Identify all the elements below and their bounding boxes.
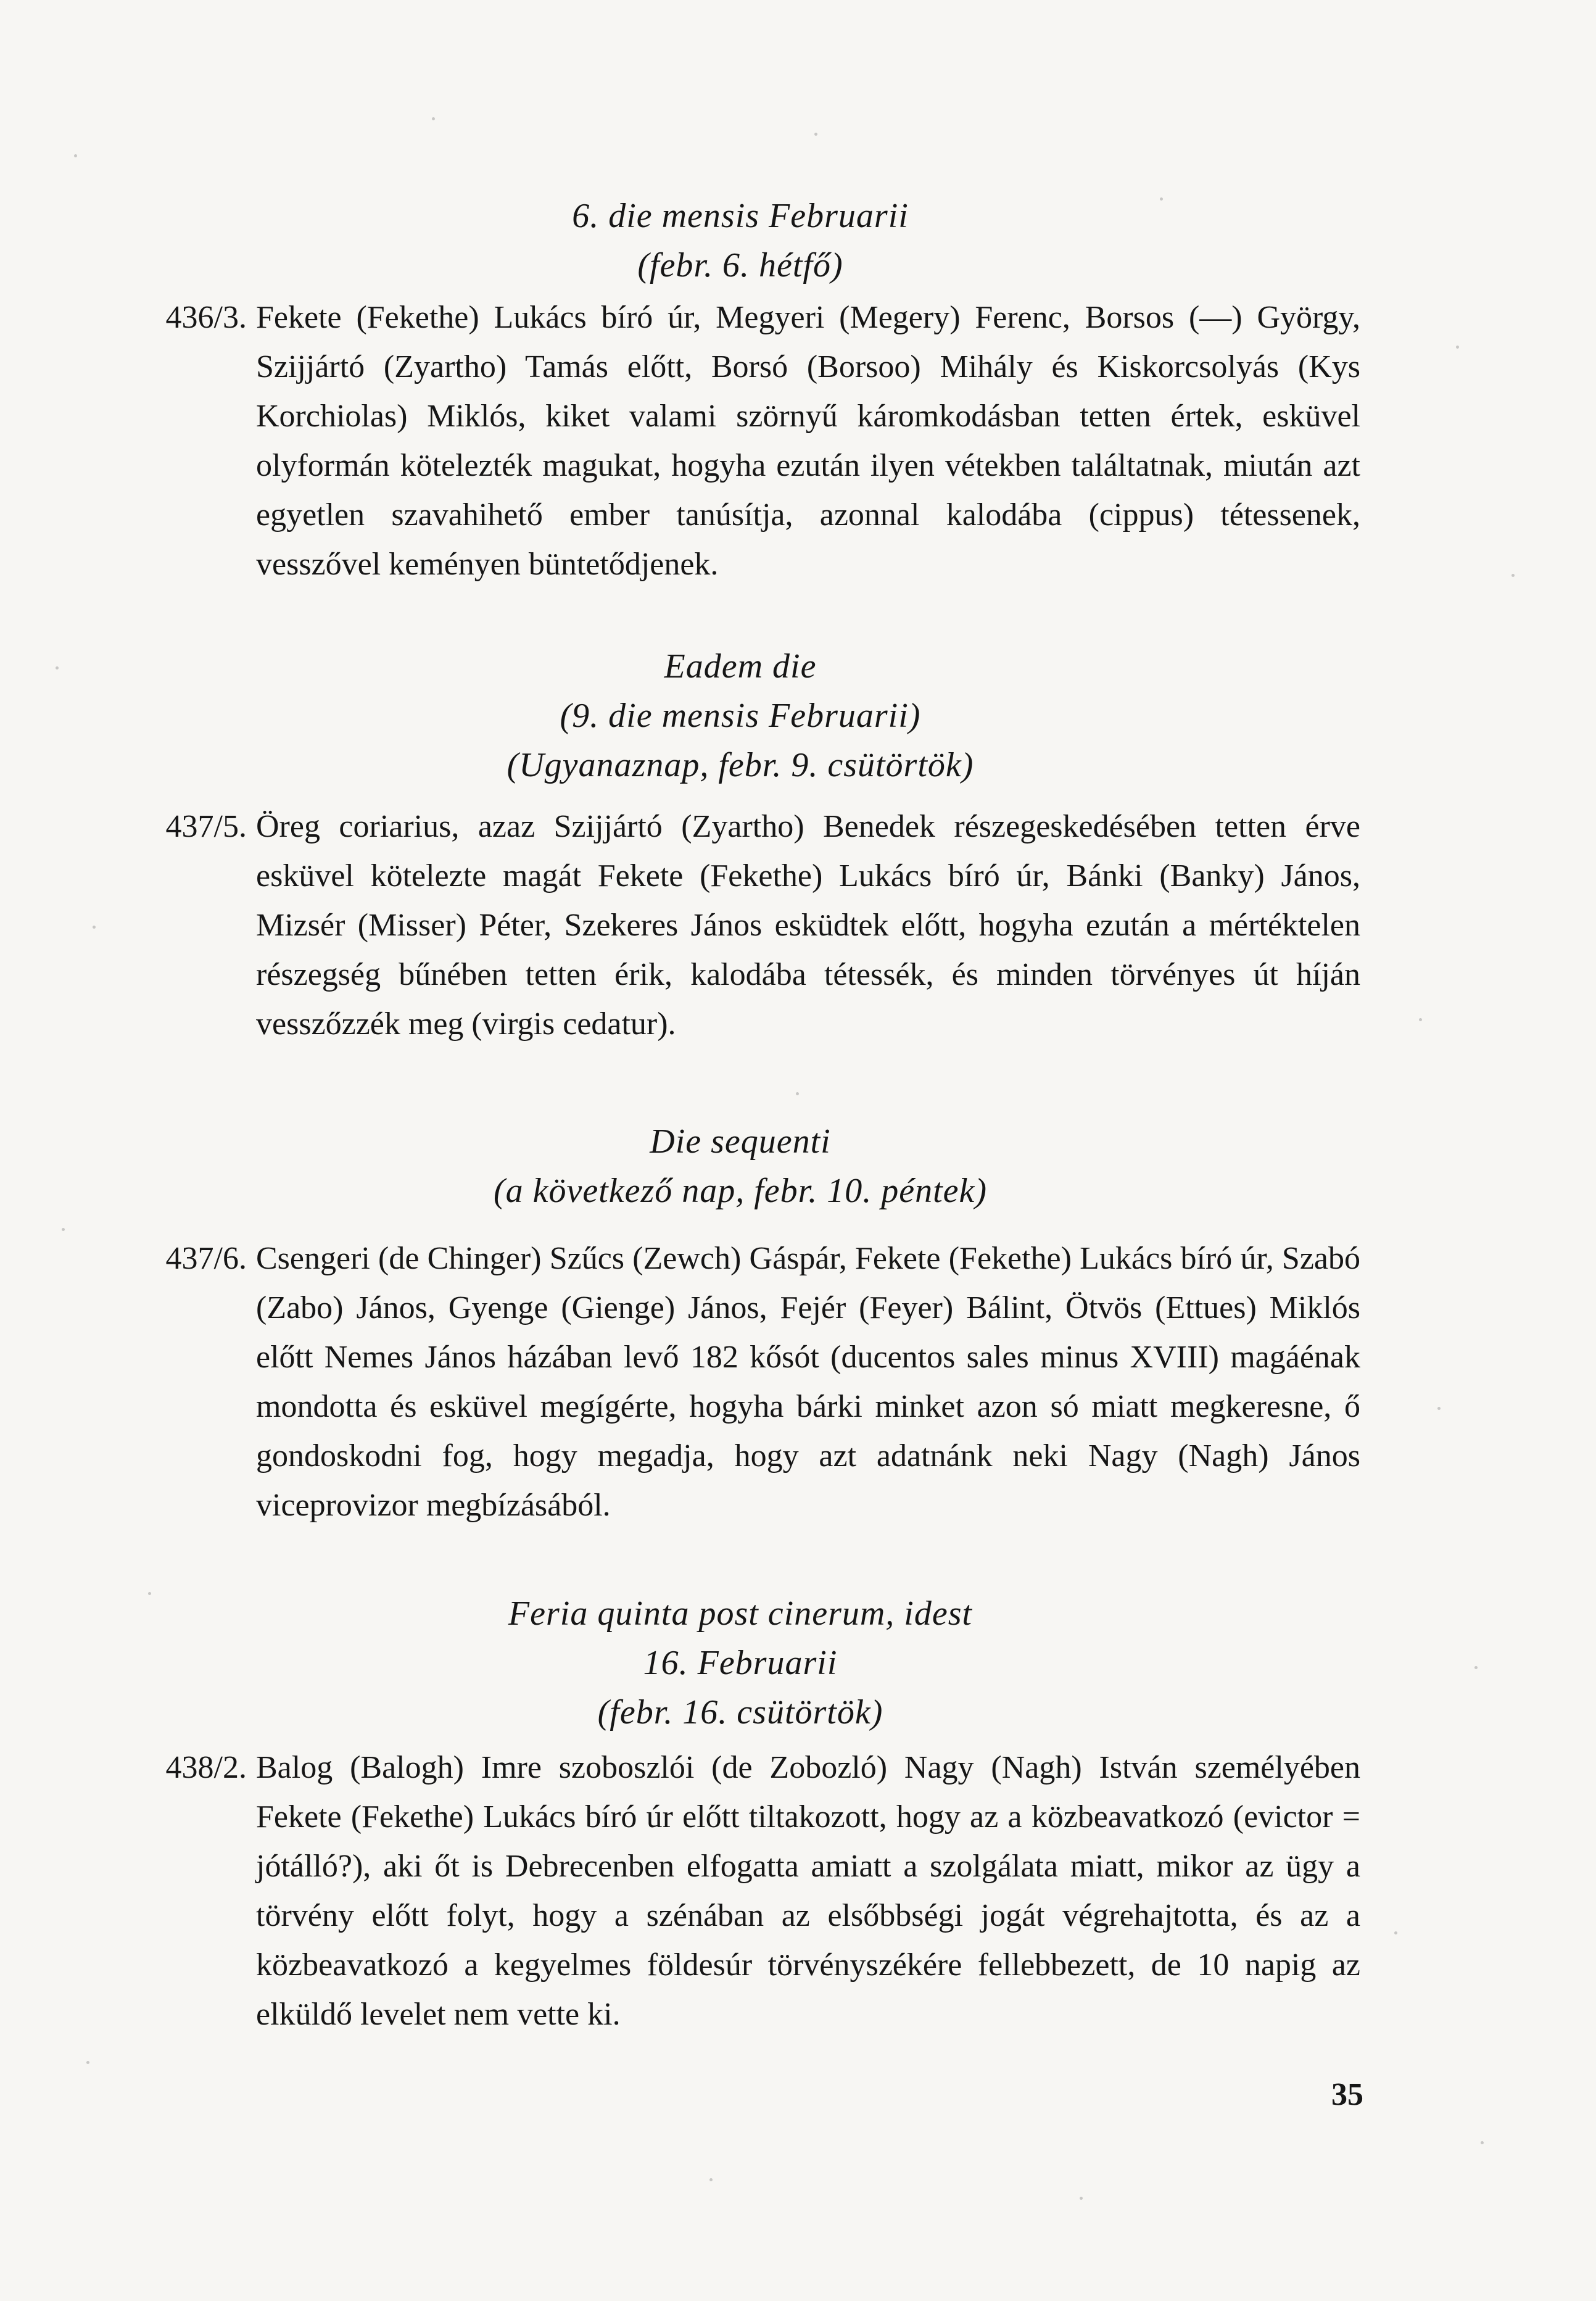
heading-line: (9. die mensis Februarii): [560, 697, 921, 735]
entry-number: 437/6.: [165, 1241, 247, 1276]
entry-number: 437/5.: [165, 809, 247, 844]
heading-line: Feria quinta post cinerum, idest: [508, 1594, 973, 1633]
scan-speck: [814, 133, 817, 136]
scan-speck: [1511, 574, 1515, 577]
entry-text: Fekete (Fekethe) Lukács bíró úr, Megyeri (Megery) Ferenc, Borsos (—) György, Szijjártó (Zyartho) Tamás előtt, Borsó (Borsoo) Mihály és Kiskorcsolyás (Kys Korchiolas) Miklós, kiket valami szörnyű káromkodásban tetten értek, esküvel olyformán kötelezték magukat, hogyha ezután ilyen vétekben találtatnak, miután azt egyetlen szavahihető ember tanúsítja, azonnal kalodába (cippus) tétessenek, vesszővel keményen büntetődjenek.: [256, 300, 1360, 582]
scan-speck: [74, 154, 77, 157]
heading-line: Eadem die: [664, 647, 817, 686]
scan-speck: [1160, 197, 1163, 201]
section-heading: [345, 191, 1135, 290]
scan-speck: [432, 117, 435, 120]
heading-line: (a következő nap, febr. 10. péntek): [493, 1172, 988, 1210]
scan-speck: [1419, 1018, 1422, 1021]
scan-speck: [1474, 1666, 1478, 1669]
scan-speck: [62, 1228, 65, 1231]
entry-number: 438/2.: [165, 1750, 247, 1785]
scan-speck: [56, 666, 59, 670]
scan-speck: [1080, 2197, 1083, 2200]
heading-line: (febr. 6. hétfő): [637, 246, 843, 284]
scan-speck: [1456, 346, 1459, 349]
section-heading: [345, 642, 1135, 790]
heading-line: 16. Februarii: [643, 1644, 838, 1682]
scan-speck: [1394, 1931, 1397, 1934]
scan-speck: [86, 2061, 89, 2064]
entry-number: 436/3.: [165, 300, 247, 335]
entry-text: Csengeri (de Chinger) Szűcs (Zewch) Gáspár, Fekete (Fekethe) Lukács bíró úr, Szabó (Zabo) János, Gyenge (Gienge) János, Fejér (Feyer) Bálint, Ötvös (Ettues) Miklós előtt Nemes János házában levő 182 kősót (ducentos sales minus XVIII) magáénak mondotta és esküvel megígérte, hogyha bárki minket azon só miatt megkeresne, ő gondoskodni fog, hogy megadja, hogy azt adatnánk neki Nagy (Nagh) János viceprovizor megbízásából.: [256, 1241, 1360, 1523]
scan-speck: [796, 1092, 799, 1095]
entry-text: Balog (Balogh) Imre szoboszlói (de Zobozló) Nagy (Nagh) István személyében Fekete (Fekethe) Lukács bíró úr előtt tiltakozott, hogy az a közbeavatkozó (evictor = jótálló?), aki őt is Debrecenben elfogatta amiatt a szolgálata miatt, mikor az ügy a törvény előtt folyt, hogy a szénában az elsőbbségi jogát végrehajtotta, és az a közbeavatkozó a kegyelmes földesúr törvényszékére fellebbezett, de 10 napig az elküldő levelet nem vette ki.: [256, 1750, 1360, 2032]
heading-line: Die sequenti: [650, 1122, 831, 1161]
scan-speck: [1437, 1407, 1441, 1410]
entry-text: Öreg coriarius, azaz Szijjártó (Zyartho) Benedek részegeskedésében tetten érve esküvel kötelezte magát Fekete (Fekethe) Lukács bíró úr, Bánki (Banky) János, Mizsér (Misser) Péter, Szekeres János esküdtek előtt, hogyha ezután a mértéktelen részegség bűnében tetten érik, kalodába tétessék, és minden törvényes út híján vesszőzzék meg (virgis cedatur).: [256, 809, 1360, 1042]
heading-line: 6. die mensis Februarii: [572, 197, 909, 235]
scan-speck: [93, 926, 96, 929]
scan-speck: [1481, 2141, 1484, 2144]
heading-line: (Ugyanaznap, febr. 9. csütörtök): [507, 746, 974, 784]
scan-speck: [709, 2178, 713, 2181]
section-heading: [345, 1589, 1135, 1737]
scan-speck: [148, 1592, 151, 1595]
page-number: 35: [1331, 2077, 1363, 2112]
heading-line: (febr. 16. csütörtök): [597, 1693, 883, 1731]
section-heading: [345, 1117, 1135, 1216]
